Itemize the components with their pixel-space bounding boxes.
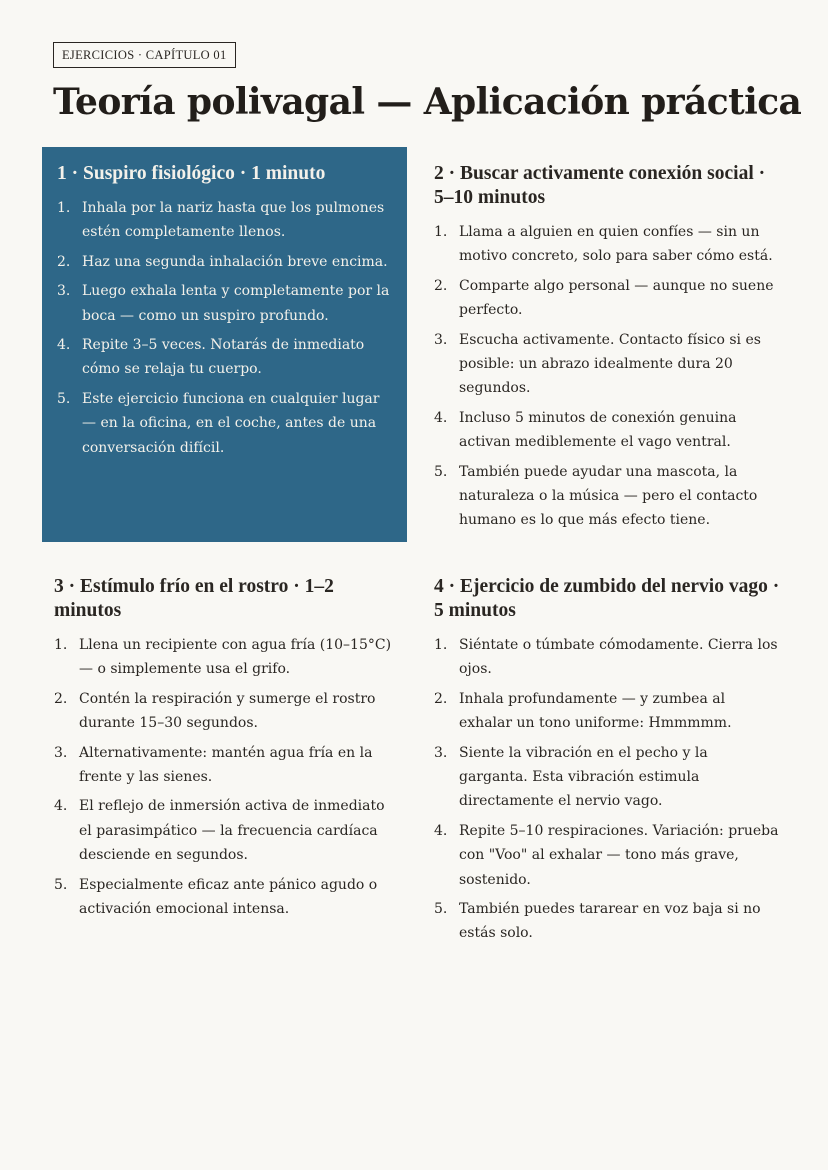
step-number: 1. xyxy=(54,637,68,653)
exercise-card-1 xyxy=(42,147,407,542)
step-text: Contén la respiración y sumerge el rostro durante 15–30 segundos. xyxy=(79,690,376,732)
step-text: El reflejo de inmersión activa de inmediato el parasimpático — la frecuencia cardíaca desciende en segundos. xyxy=(79,798,385,864)
step-text: Este ejercicio funciona en cualquier lugar — en la oficina, en el coche, antes de una conversación difícil. xyxy=(82,390,380,456)
step-item xyxy=(54,741,400,790)
step-number: 2. xyxy=(57,253,71,270)
step-number: 1. xyxy=(434,224,448,240)
step-text: Comparte algo personal — aunque no suene perfecto. xyxy=(459,277,774,319)
step-number: 3. xyxy=(57,283,71,300)
step-item xyxy=(434,897,780,946)
step-text: Especialmente eficaz ante pánico agudo o activación emocional intensa. xyxy=(79,876,378,918)
step-item xyxy=(54,873,400,922)
step-number: 2. xyxy=(434,277,448,294)
exercise-title: 4 · Ejercicio de zumbido del nervio vago · 5 minutos xyxy=(434,576,780,621)
step-text: Escucha activamente. Contacto físico si es posible: un abrazo idealmente dura 20 segundos. xyxy=(459,331,761,397)
step-item xyxy=(54,687,400,736)
step-number: 2. xyxy=(434,690,448,707)
step-text: Llama a alguien en quien confíes — sin un motivo concreto, solo para saber cómo está. xyxy=(459,224,773,265)
page-title: Teoría polivagal — Aplicación práctica xyxy=(53,81,802,123)
step-item xyxy=(434,633,780,682)
step-number: 5. xyxy=(434,463,448,480)
step-item xyxy=(57,196,393,245)
step-text: Inhala por la nariz hasta que los pulmones estén completamente llenos. xyxy=(82,200,385,241)
exercise-steps xyxy=(434,633,780,946)
step-number: 4. xyxy=(57,337,71,354)
step-number: 5. xyxy=(57,390,71,407)
step-number: 3. xyxy=(434,331,448,348)
step-text: Llena un recipiente con agua fría (10–15°C) — o simplemente usa el grifo. xyxy=(79,637,392,678)
step-number: 1. xyxy=(434,637,448,653)
step-item xyxy=(57,333,393,382)
step-item xyxy=(57,250,393,274)
exercise-title: 2 · Buscar activamente conexión social · 5–10 minutos xyxy=(434,163,766,208)
step-item xyxy=(434,328,780,401)
step-text: Siéntate o túmbate cómodamente. Cierra los ojos. xyxy=(459,637,778,678)
step-number: 2. xyxy=(54,690,68,707)
step-text: También puede ayudar una mascota, la naturaleza o la música — pero el contacto humano es lo que más efecto tiene. xyxy=(459,463,758,529)
step-text: Luego exhala lenta y completamente por la boca — como un suspiro profundo. xyxy=(82,283,390,324)
step-number: 3. xyxy=(54,744,68,761)
step-number: 4. xyxy=(434,822,448,839)
exercise-steps xyxy=(54,633,400,921)
chapter-tag: EJERCICIOS · CAPÍTULO 01 xyxy=(53,42,236,68)
step-item xyxy=(434,274,780,323)
step-number: 4. xyxy=(434,409,448,426)
step-text: Repite 3–5 veces. Notarás de inmediato cómo se relaja tu cuerpo. xyxy=(82,337,365,378)
step-number: 1. xyxy=(57,200,71,216)
exercise-title: 3 · Estímulo frío en el rostro · 1–2 minutos xyxy=(54,576,334,621)
step-item xyxy=(434,406,780,455)
step-text: Haz una segunda inhalación breve encima. xyxy=(82,253,388,270)
step-number: 3. xyxy=(434,744,448,761)
step-text: Siente la vibración en el pecho y la garganta. Esta vibración estimula directamente el nervio vago. xyxy=(459,744,708,810)
step-text: También puedes tararear en voz baja si no estás solo. xyxy=(459,901,761,942)
exercise-card-2 xyxy=(422,147,792,538)
step-item xyxy=(434,687,780,736)
step-item xyxy=(434,819,780,892)
step-number: 5. xyxy=(434,901,448,918)
step-text: Alternativamente: mantén agua fría en la frente y las sienes. xyxy=(79,744,373,786)
exercise-steps xyxy=(434,220,780,533)
exercise-title: 1 · Suspiro fisiológico · 1 minuto xyxy=(57,163,326,184)
step-item xyxy=(54,633,400,682)
exercise-card-4 xyxy=(422,560,792,951)
step-item xyxy=(434,460,780,533)
step-number: 4. xyxy=(54,798,68,815)
step-text: Repite 5–10 respiraciones. Variación: prueba con "Voo" al exhalar — tono más grave, sostenido. xyxy=(459,822,779,888)
step-item xyxy=(434,741,780,814)
step-item xyxy=(57,387,393,460)
exercise-card-3 xyxy=(42,560,412,926)
step-item xyxy=(434,220,780,269)
step-text: Incluso 5 minutos de conexión genuina activan mediblemente el vago ventral. xyxy=(459,409,737,451)
step-text: Inhala profundamente — y zumbea al exhalar un tono uniforme: Hmmmmm. xyxy=(459,690,732,732)
step-number: 5. xyxy=(54,876,68,893)
step-item xyxy=(54,794,400,867)
step-item xyxy=(57,279,393,328)
exercise-steps xyxy=(57,196,393,460)
